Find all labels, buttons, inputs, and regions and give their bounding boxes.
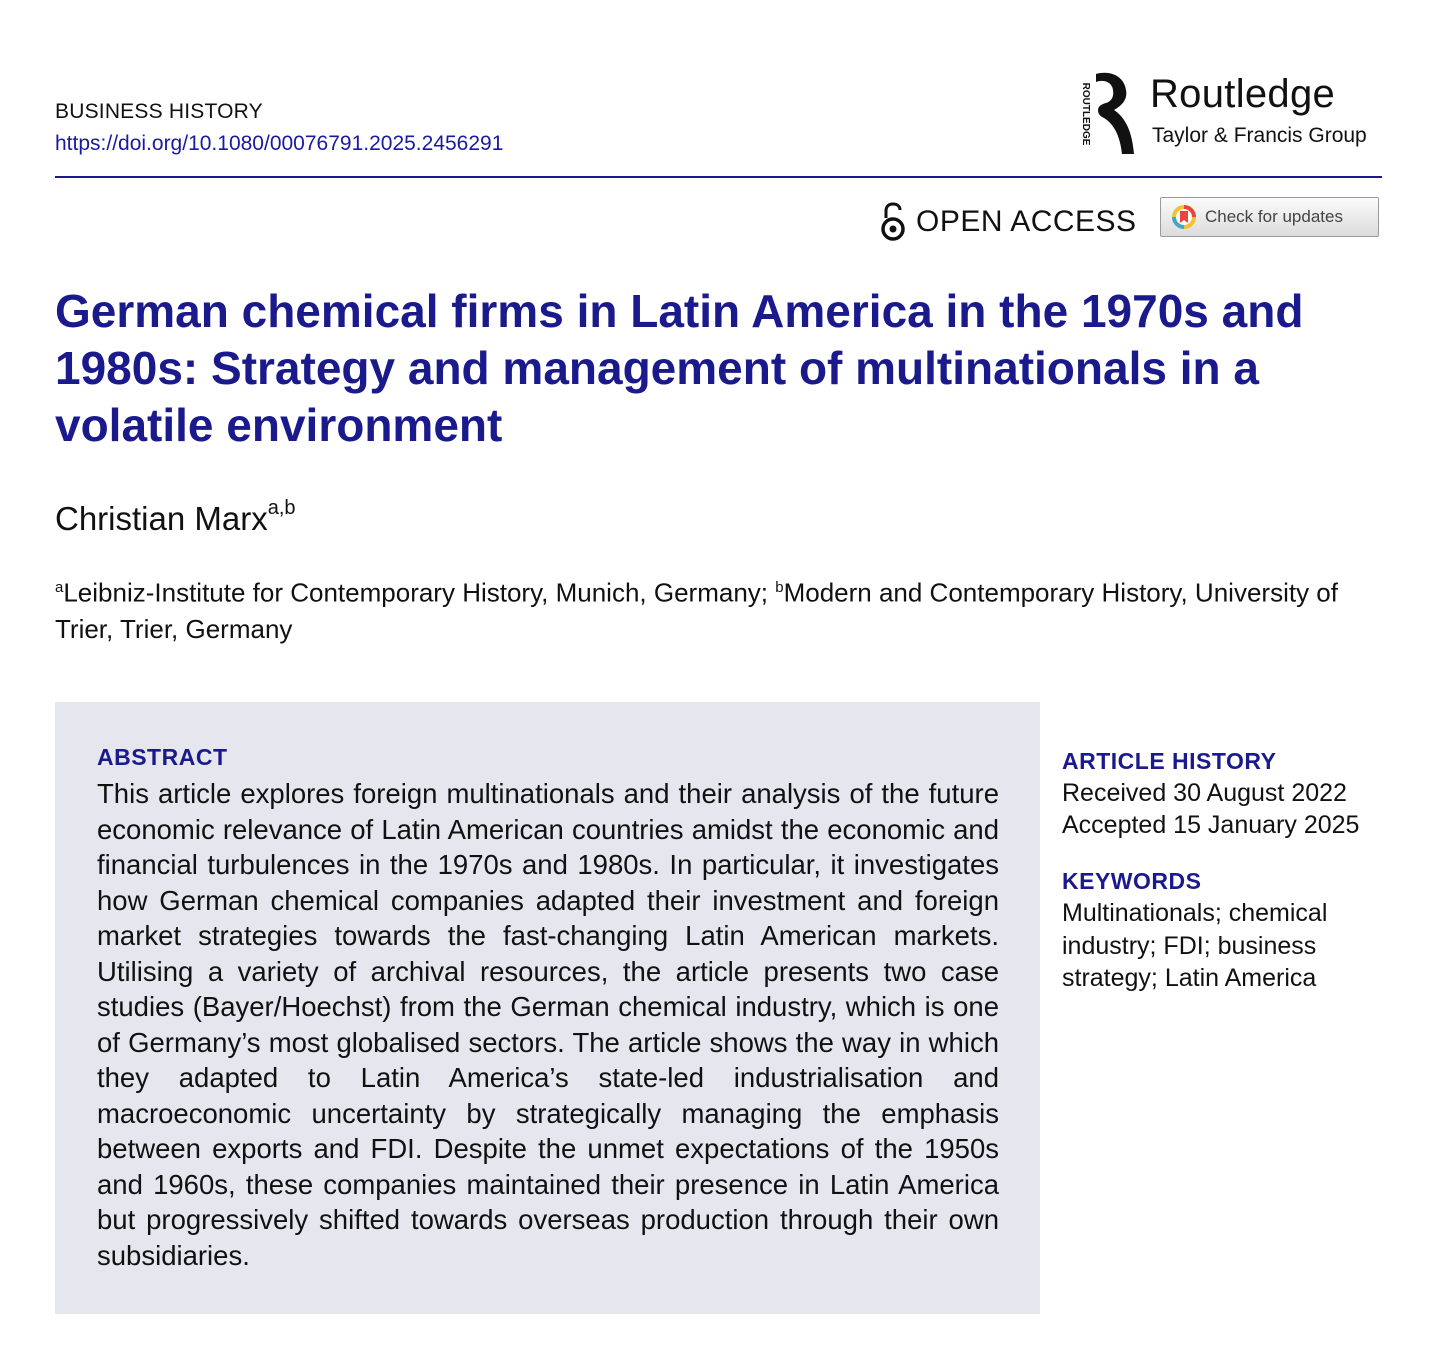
accepted-date: Accepted 15 January 2025 [1062,811,1360,839]
publisher-name: Routledge [1150,72,1336,116]
affiliation-a: Leibniz-Institute for Contemporary History, Munich, Germany; [63,577,776,608]
abstract-box [55,702,1040,1314]
author-affiliation-marks: a,b [267,497,296,519]
author-line [55,497,296,538]
open-access-label: OPEN ACCESS [916,205,1137,238]
keywords-text: Multinationals; chemical industry; FDI; business strategy; Latin America [1062,899,1328,992]
author-name[interactable]: Christian Marx [55,500,268,537]
affiliations [55,570,1385,647]
publisher-group: Taylor & Francis Group [1152,124,1367,147]
affiliation-mark-a: a [55,579,64,596]
logo-vertical-text: ROUTLEDGE [1080,82,1091,146]
abstract-heading: ABSTRACT [97,744,228,770]
open-access-lock-icon [880,202,906,242]
routledge-logo-icon [1074,70,1138,158]
check-for-updates-button[interactable] [1160,197,1379,237]
crossmark-icon [1171,204,1197,230]
publisher-logo[interactable] [1074,70,1384,158]
header-divider [55,176,1382,178]
check-for-updates-label: Check for updates [1205,207,1343,226]
received-date: Received 30 August 2022 [1062,779,1347,807]
abstract-text: This article explores foreign multinationals and their analysis of the future economic relevance of Latin American countries amidst the economic and financial turbulences in the 1970s and 1980s. In particular, it investigates how German chemical companies adapted their investment and foreign market strategies towards the fast-changing Latin American markets. Utilising a variety of archival resources, the article presents two case studies (Bayer/Hoechst) from the German chemical industry, which is one of Germany’s most globalised sectors. The article shows the way in which they adapted to Latin America’s state-led industrialisation and macroeconomic uncertainty by strategically managing the emphasis between exports and FDI. Despite the unmet expectations of the 1950s and 1960s, these companies maintained their presence in Latin America but progressively shifted towards overseas production through their own subsidiaries. [97,778,999,1271]
keywords-heading: KEYWORDS [1062,868,1202,894]
affiliation-b: Modern and Contemporary History, University of Trier, Trier, Germany [55,577,1338,644]
affiliation-mark-b: b [775,579,784,596]
doi-link[interactable]: https://doi.org/10.1080/00076791.2025.2456291 [55,132,504,155]
article-history-heading: ARTICLE HISTORY [1062,748,1277,774]
journal-name: BUSINESS HISTORY [55,100,263,123]
article-title: German chemical firms in Latin America in the 1970s and 1980s: Strategy and management of multinationals in a volatile environment [55,285,1304,451]
open-access-badge [880,200,1137,244]
